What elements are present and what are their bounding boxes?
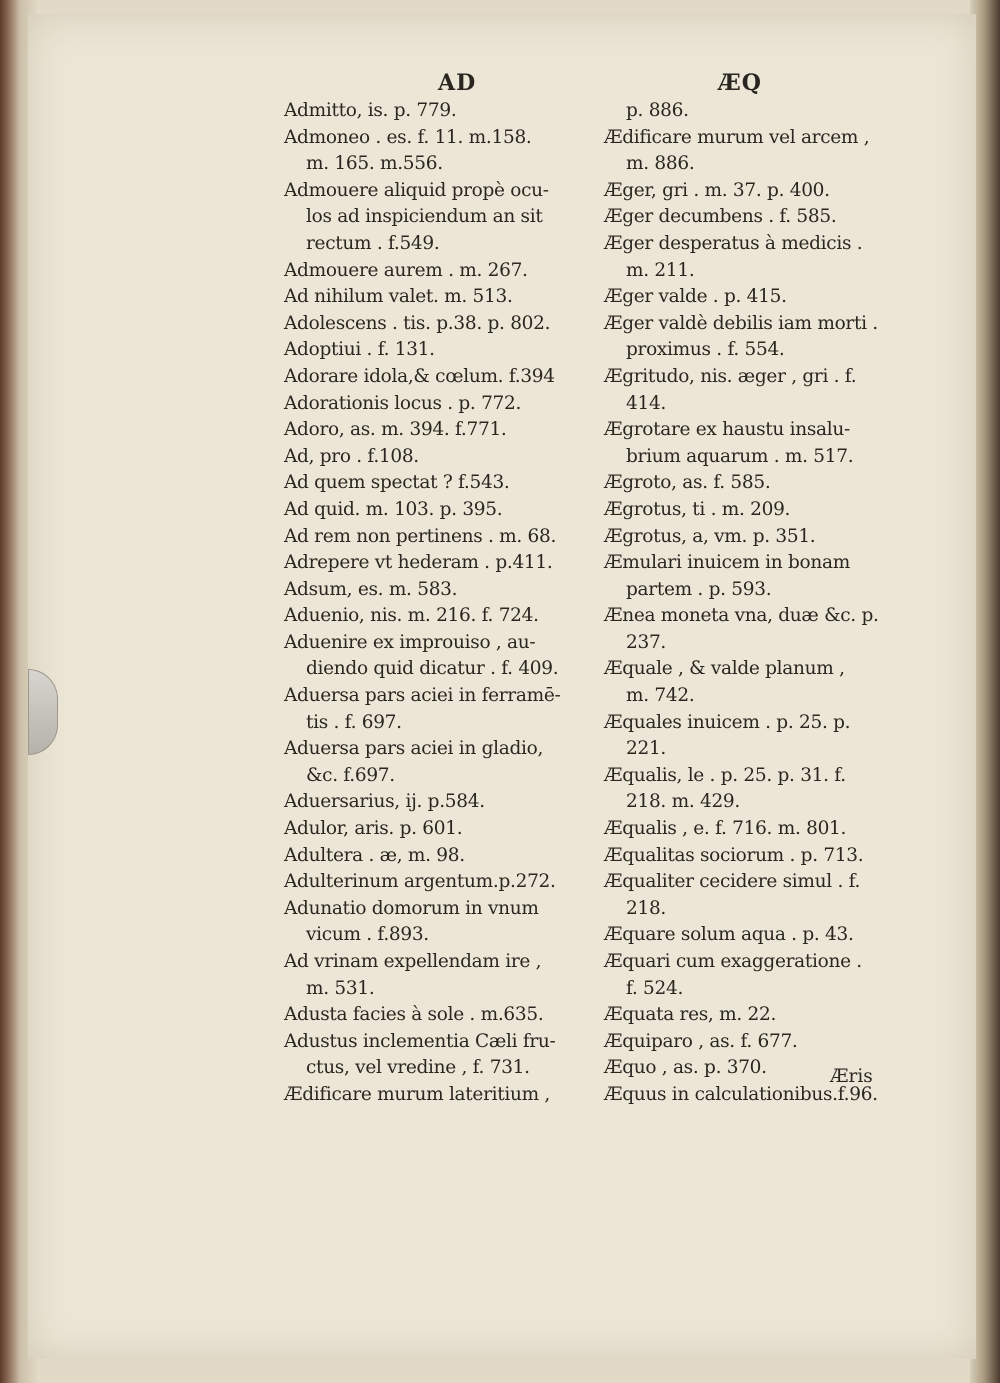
index-entry-line: brium aquarum . m. 517.: [626, 445, 854, 467]
index-entry-line: Adoptiui . f. 131.: [284, 339, 435, 361]
index-entry-line: &c. f.697.: [306, 764, 395, 786]
index-entry-line: Admitto, is. p. 779.: [284, 100, 457, 121]
index-entry-line: f. 524.: [626, 977, 684, 999]
running-head-right: ÆQ: [718, 70, 762, 96]
index-entry-line: Æquare solum aqua . p. 43.: [604, 924, 854, 946]
index-entry-line: Ægrotus, a, vm. p. 351.: [604, 525, 816, 547]
index-entry-line: Adorare idola,& cœlum. f.394: [284, 365, 555, 387]
index-entry-line: Æquales inuicem . p. 25. p.: [604, 711, 851, 733]
index-entry-line: Æger desperatus à medicis .: [604, 232, 863, 254]
index-entry-line: Adulterinum argentum.p.272.: [284, 871, 556, 893]
index-entry-line: Adrepere vt hederam . p.411.: [284, 552, 553, 574]
index-entry-line: Ad vrinam expellendam ire ,: [284, 951, 542, 972]
index-entry-line: Æger decumbens . f. 585.: [604, 206, 837, 228]
index-entry-line: Æquale , & valde planum ,: [604, 658, 845, 680]
index-entry-line: Adusta facies à sole . m.635.: [284, 1004, 544, 1026]
index-entry-line: Æqualis, le . p. 25. p. 31. f.: [604, 764, 846, 786]
index-entry-line: 414.: [626, 392, 666, 414]
index-entry-line: Ad nihilum valet. m. 513.: [284, 286, 513, 308]
index-entry-line: Ad quem spectat ? f.543.: [284, 472, 510, 494]
index-entry-line: Ad, pro . f.108.: [284, 445, 419, 467]
index-entry-line: Admoneo . es. f. 11. m.158.: [284, 126, 532, 148]
index-entry-line: diendo quid dicatur . f. 409.: [306, 658, 559, 680]
index-entry-line: Æquiparo , as. f. 677.: [604, 1030, 798, 1052]
index-entry-line: Aduersa pars aciei in gladio,: [284, 738, 544, 760]
index-entry-line: Admouere aurem . m. 267.: [284, 259, 528, 281]
catchword: Æris: [830, 1066, 873, 1087]
index-entry-line: m. 886.: [626, 153, 695, 175]
index-entry-line: p. 886.: [626, 100, 689, 121]
index-entry-line: 237.: [626, 631, 666, 653]
index-entry-line: Aduersa pars aciei in ferramē-: [284, 685, 561, 707]
index-entry-line: Aduersarius, ij. p.584.: [284, 791, 485, 813]
index-entry-line: Adulor, aris. p. 601.: [284, 818, 463, 840]
index-entry-line: 218. m. 429.: [626, 791, 740, 813]
index-entry-line: ctus, vel vredine , f. 731.: [306, 1057, 530, 1079]
index-entry-line: m. 742.: [626, 685, 695, 707]
index-entry-line: Aduenio, nis. m. 216. f. 724.: [284, 605, 539, 627]
index-entry-line: Adustus inclementia Cæli fru-: [284, 1030, 556, 1052]
index-entry-line: tis . f. 697.: [306, 711, 402, 733]
index-entry-line: Admouere aliquid propè ocu-: [284, 179, 549, 201]
index-entry-line: Æger valde . p. 415.: [604, 286, 787, 308]
index-entry-line: Æqualiter cecidere simul . f.: [604, 871, 861, 893]
index-entry-line: m. 165. m.556.: [306, 153, 443, 175]
index-entry-line: Æquata res, m. 22.: [604, 1004, 777, 1026]
index-entry-line: vicum . f.893.: [306, 924, 429, 946]
index-entry-line: 221.: [626, 738, 666, 760]
index-entry-line: Adolescens . tis. p.38. p. 802.: [284, 312, 551, 334]
index-entry-line: m. 211.: [626, 259, 695, 281]
index-entry-line: rectum . f.549.: [306, 232, 440, 254]
index-entry-line: Ægrotus, ti . m. 209.: [604, 498, 791, 520]
index-entry-line: Æquus in calculationibus.f.96.: [604, 1083, 878, 1105]
index-entry-line: Ægroto, as. f. 585.: [604, 472, 771, 494]
index-entry-line: los ad inspiciendum an sit: [306, 206, 543, 228]
index-entry-line: Ægritudo, nis. æger , gri . f.: [604, 365, 857, 387]
index-entry-line: Æger valdè debilis iam morti .: [604, 312, 878, 334]
index-entry-line: Adunatio domorum in vnum: [284, 897, 539, 919]
index-entry-line: Æquari cum exaggeratione .: [604, 951, 862, 972]
index-entry-line: m. 531.: [306, 977, 375, 999]
index-entry-line: 218.: [626, 897, 666, 919]
index-entry-line: partem . p. 593.: [626, 578, 772, 600]
running-head-left: AD: [438, 70, 477, 96]
index-entry-line: Adoro, as. m. 394. f.771.: [284, 419, 507, 441]
index-column-left: [284, 98, 600, 1109]
index-entry-line: Aduenire ex improuiso , au-: [284, 631, 536, 653]
index-entry-line: Æger, gri . m. 37. p. 400.: [604, 179, 830, 201]
page-clip: [28, 669, 58, 755]
index-entry-line: Ad quid. m. 103. p. 395.: [284, 498, 503, 520]
index-entry-line: Ænea moneta vna, duæ &c. p.: [604, 605, 879, 627]
index-column-right: [604, 98, 904, 1109]
index-entry-line: Ægrotare ex haustu insalu-: [604, 419, 850, 441]
index-entry-line: Adultera . æ, m. 98.: [284, 844, 465, 866]
index-entry-line: Æqualitas sociorum . p. 713.: [604, 844, 864, 866]
index-entry-line: Æqualis , e. f. 716. m. 801.: [604, 818, 847, 840]
index-entry-line: Æmulari inuicem in bonam: [604, 552, 850, 574]
index-entry-line: proximus . f. 554.: [626, 339, 785, 361]
index-entry-line: Adsum, es. m. 583.: [284, 578, 458, 600]
index-entry-line: Ædificare murum vel arcem ,: [604, 126, 870, 148]
index-entry-line: Ad rem non pertinens . m. 68.: [284, 525, 557, 547]
index-entry-line: Æquo , as. p. 370.: [604, 1057, 767, 1079]
index-entry-line: Ædificare murum lateritium ,: [284, 1083, 551, 1105]
index-entry-line: Adorationis locus . p. 772.: [284, 392, 522, 414]
